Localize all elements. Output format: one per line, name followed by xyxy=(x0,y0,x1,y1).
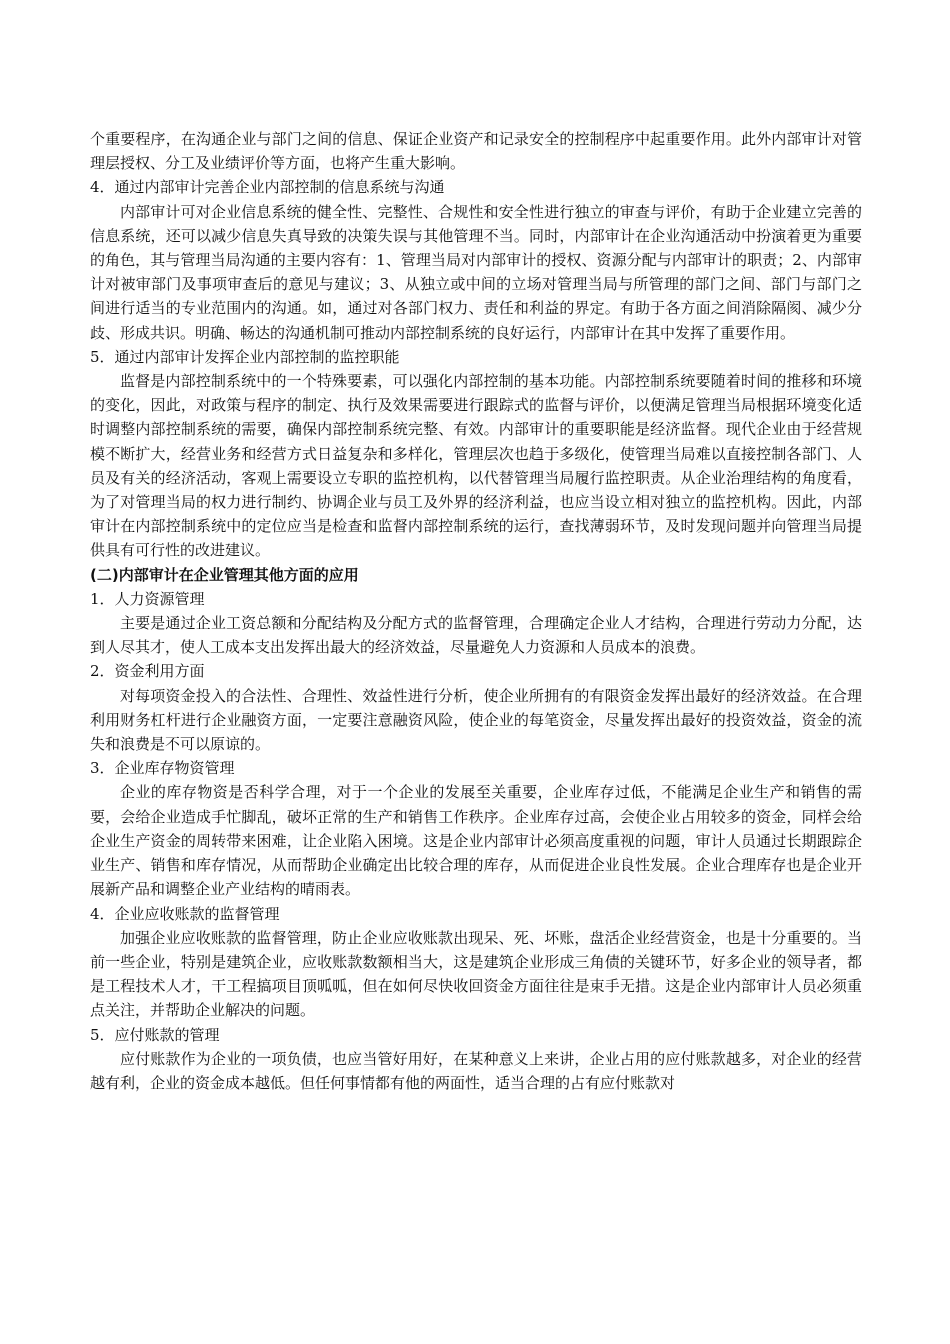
chapter-heading-2: (二)内部审计在企业管理其他方面的应用 xyxy=(90,565,359,584)
section-heading-5: 5．通过内部审计发挥企业内部控制的监控职能 xyxy=(90,347,400,366)
subheading-funds: 2．资金利用方面 xyxy=(90,662,205,681)
paragraph-hr: 主要是通过企业工资总额和分配结构及分配方式的监督管理，合理确定企业人才结构，合理进行劳动力分配，达到人尽其才，使人工成本支出发挥出最大的经济效益，尽量避免人力资源和人员成本的浪费。 xyxy=(90,614,862,657)
subheading-inventory: 3．企业库存物资管理 xyxy=(90,759,235,778)
paragraph-info-system: 内部审计可对企业信息系统的健全性、完整性、合规性和安全性进行独立的审查与评价，有助于企业建立完善的信息系统，还可以减少信息失真导致的决策失误与其他管理不当。同时，内部审计在企业沟通活动中扮演着更为重要的角色，其与管理当局沟通的主要内容有：1、管理当局对内部审计的授权、资源分配与内部审计的职责；2、内部审计对被审部门及事项审查后的意见与建议；3、从独立或中间的立场对管理当局与所管理的部门之间、部门与部门之间进行适当的专业范围内的沟通。如，通过对各部门权力、责任和利益的界定。有助于各方面之间消除隔阂、减少分歧、形成共识。明确、畅达的沟通机制可推动内部控制系统的良好运行，内部审计在其中发挥了重要作用。 xyxy=(90,202,862,342)
document-page xyxy=(90,127,862,1095)
paragraph-inventory: 企业的库存物资是否科学合理，对于一个企业的发展至关重要，企业库存过低，不能满足企业生产和销售的需要，会给企业造成手忙脚乱，破坏正常的生产和销售工作秩序。企业库存过高，会使企业占用较多的资金，同样会给企业生产资金的周转带来困难，让企业陷入困境。这是企业内部审计必须高度重视的问题，审计人员通过长期跟踪企业生产、销售和库存情况，从而帮助企业确定出比较合理的库存，从而促进企业良性发展。企业合理库存也是企业开展新产品和调整企业产业结构的晴雨表。 xyxy=(90,783,862,899)
paragraph-payables: 应付账款作为企业的一项负债，也应当管好用好，在某种意义上来讲，企业占用的应付账款越多，对企业的经营越有利，企业的资金成本越低。但任何事情都有他的两面性，适当合理的占有应付账款对 xyxy=(90,1049,862,1092)
paragraph-intro-continuation: 个重要程序，在沟通企业与部门之间的信息、保证企业资产和记录安全的控制程序中起重要作用。此外内部审计对管理层授权、分工及业绩评价等方面，也将产生重大影响。 xyxy=(90,130,862,173)
paragraph-funds: 对每项资金投入的合法性、合理性、效益性进行分析，使企业所拥有的有限资金发挥出最好的经济效益。在合理利用财务杠杆进行企业融资方面，一定要注意融资风险，使企业的每笔资金，尽量发挥出最好的投资效益，资金的流失和浪费是不可以原谅的。 xyxy=(90,686,862,754)
section-heading-4: 4．通过内部审计完善企业内部控制的信息系统与沟通 xyxy=(90,178,445,197)
paragraph-monitoring: 监督是内部控制系统中的一个特殊要素，可以强化内部控制的基本功能。内部控制系统要随着时间的推移和环境的变化，因此，对政策与程序的制定、执行及效果需要进行跟踪式的监督与评价，以便满足管理当局根据环境变化适时调整内部控制系统的需要，确保内部控制系统完整、有效。内部审计的重要职能是经济监督。现代企业由于经营规模不断扩大，经营业务和经营方式日益复杂和多样化，管理层次也趋于多级化，使管理当局难以直接控制各部门、人员及有关的经济活动，客观上需要设立专职的监控机构，以代替管理当局履行监控职责。从企业治理结构的角度看，为了对管理当局的权力进行制约、协调企业与员工及外界的经济利益，也应当设立相对独立的监控机构。因此，内部审计在内部控制系统中的定位应当是检查和监督内部控制系统的运行，查找薄弱环节，及时发现问题并向管理当局提供具有可行性的改进建议。 xyxy=(90,372,862,560)
subheading-payables: 5．应付账款的管理 xyxy=(90,1025,220,1044)
subheading-receivables: 4．企业应收账款的监督管理 xyxy=(90,904,280,923)
subheading-hr: 1．人力资源管理 xyxy=(90,589,205,608)
paragraph-receivables: 加强企业应收账款的监督管理，防止企业应收账款出现呆、死、坏账，盘活企业经营资金，也是十分重要的。当前一些企业，特别是建筑企业，应收账款数额相当大，这是建筑企业形成三角债的关键环节，好多企业的领导者，都是工程技术人才，干工程搞项目顶呱呱，但在如何尽快收回资金方面往往是束手无措。这是企业内部审计人员必须重点关注，并帮助企业解决的问题。 xyxy=(90,928,862,1020)
